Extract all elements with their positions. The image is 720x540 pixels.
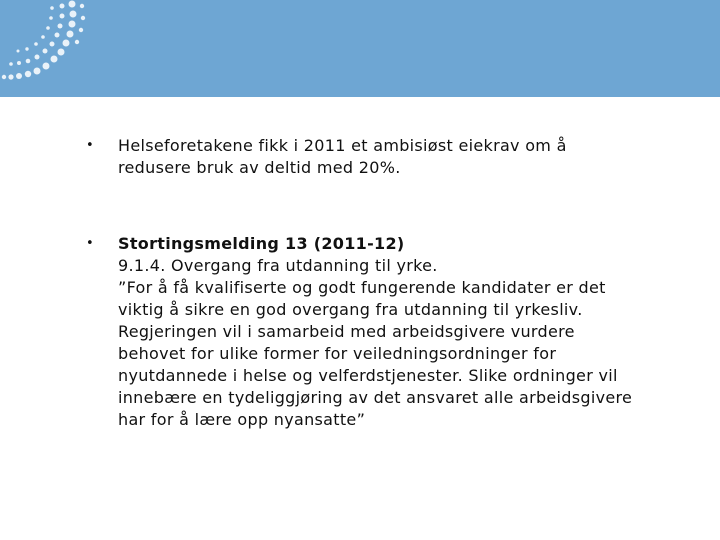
text-line: Helseforetakene fikk i 2011 et ambisiøst eiekrav om å [118,136,567,155]
text-line: redusere bruk av deltid med 20%. [118,158,401,177]
bullet-marker: • [86,236,94,251]
decorative-dots-arc [0,0,120,97]
text-line: Regjeringen vil i samarbeid med arbeidsgivere vurdere [118,322,575,341]
text-line: ”For å få kvalifiserte og godt fungerende kandidater er det [118,278,606,297]
bullet-heading: Stortingsmelding 13 (2011-12) [118,234,405,253]
bullet-item-stortingsmelding [86,233,686,431]
bullet-text-eiekrav [118,135,567,179]
text-line: 9.1.4. Overgang fra utdanning til yrke. [118,256,438,275]
text-line: viktig å sikre en god overgang fra utdanning til yrkesliv. [118,300,583,319]
text-line: behovet for ulike former for veiledningsordninger for [118,344,557,363]
text-line: innebære en tydeliggjøring av det ansvaret alle arbeidsgivere [118,388,633,407]
bullet-item-eiekrav [86,135,686,179]
bullet-marker: • [86,138,94,153]
text-line: nyutdannede i helse og velferdstjenester. Slike ordninger vil [118,366,618,385]
bullet-text-stortingsmelding [118,233,632,431]
text-line: har for å lære opp nyansatte” [118,410,366,429]
header-band [0,0,720,97]
